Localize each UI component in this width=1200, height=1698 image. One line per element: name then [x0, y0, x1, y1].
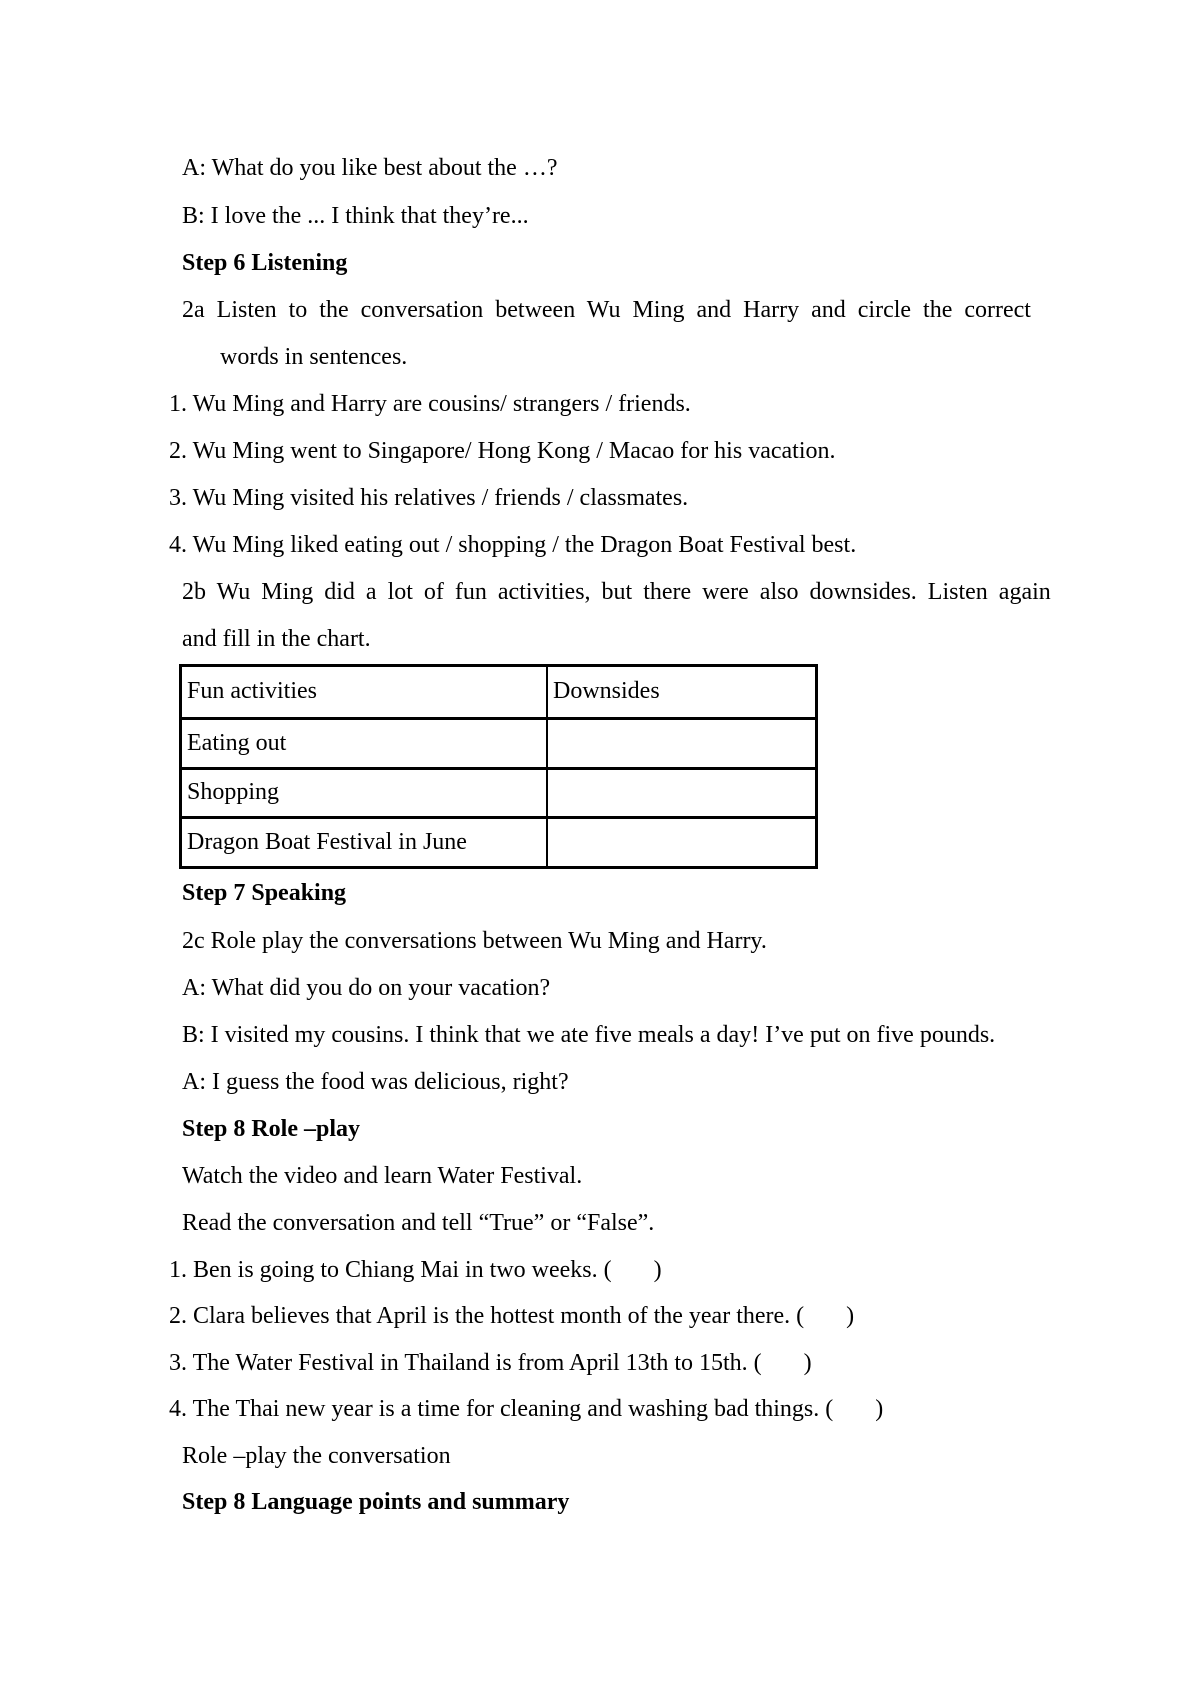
- heading-step-8-language-points: Step 8 Language points and summary: [182, 1489, 570, 1515]
- dialogue-b-line: B: I love the ... I think that they’re...: [182, 203, 529, 229]
- listening-item-3: 3. Wu Ming visited his relatives / friends / classmates.: [169, 485, 689, 511]
- table-cell-shopping-downside: [546, 767, 815, 817]
- table-header-downsides: Downsides: [546, 667, 815, 717]
- table-cell-shopping: Shopping: [182, 767, 546, 817]
- roleplay-dialogue-b1: B: I visited my cousins. I think that we ate five meals a day! I’ve put on five pounds.: [182, 1022, 996, 1048]
- table-cell-dragon-boat-festival: Dragon Boat Festival in June: [182, 816, 546, 866]
- task-2a-instruction-line-1: 2a Listen to the conversation between Wu Ming and Harry and circle the correct: [182, 297, 1031, 323]
- task-2b-instruction-line-1: 2b Wu Ming did a lot of fun activities, but there were also downsides. Listen again: [182, 579, 1051, 605]
- roleplay-conversation-instruction: Role –play the conversation: [182, 1443, 451, 1469]
- table-header-fun-activities: Fun activities: [187, 678, 317, 705]
- table-cell-eating-out: Eating out: [182, 717, 546, 767]
- roleplay-dialogue-a2: A: I guess the food was delicious, right?: [182, 1069, 569, 1095]
- dialogue-a-line: A: What do you like best about the …?: [182, 155, 558, 181]
- true-false-item-3: 3. The Water Festival in Thailand is from April 13th to 15th. ( ): [169, 1350, 812, 1376]
- table-cell-dragon-boat-downside: [546, 816, 815, 866]
- table-cell-eating-out-downside: [546, 717, 815, 767]
- true-false-item-1: 1. Ben is going to Chiang Mai in two weeks. ( ): [169, 1257, 662, 1283]
- task-2c-instruction: 2c Role play the conversations between Wu Ming and Harry.: [182, 928, 767, 954]
- heading-step-6-listening: Step 6 Listening: [182, 250, 348, 276]
- task-2b-instruction-line-2: and fill in the chart.: [182, 626, 371, 652]
- task-2a-instruction-line-2: words in sentences.: [220, 344, 408, 370]
- true-false-item-4: 4. The Thai new year is a time for cleaning and washing bad things. ( ): [169, 1396, 884, 1422]
- listening-item-4: 4. Wu Ming liked eating out / shopping / the Dragon Boat Festival best.: [169, 532, 857, 558]
- fill-chart-table: [179, 664, 818, 869]
- listening-item-1: 1. Wu Ming and Harry are cousins/ strangers / friends.: [169, 391, 691, 417]
- read-conversation-instruction: Read the conversation and tell “True” or “False”.: [182, 1210, 655, 1236]
- heading-step-8-role-play: Step 8 Role –play: [182, 1116, 361, 1142]
- true-false-item-2: 2. Clara believes that April is the hottest month of the year there. ( ): [169, 1303, 855, 1329]
- heading-step-7-speaking: Step 7 Speaking: [182, 880, 347, 906]
- listening-item-2: 2. Wu Ming went to Singapore/ Hong Kong / Macao for his vacation.: [169, 438, 836, 464]
- watch-video-instruction: Watch the video and learn Water Festival.: [182, 1163, 583, 1189]
- roleplay-dialogue-a1: A: What did you do on your vacation?: [182, 975, 551, 1001]
